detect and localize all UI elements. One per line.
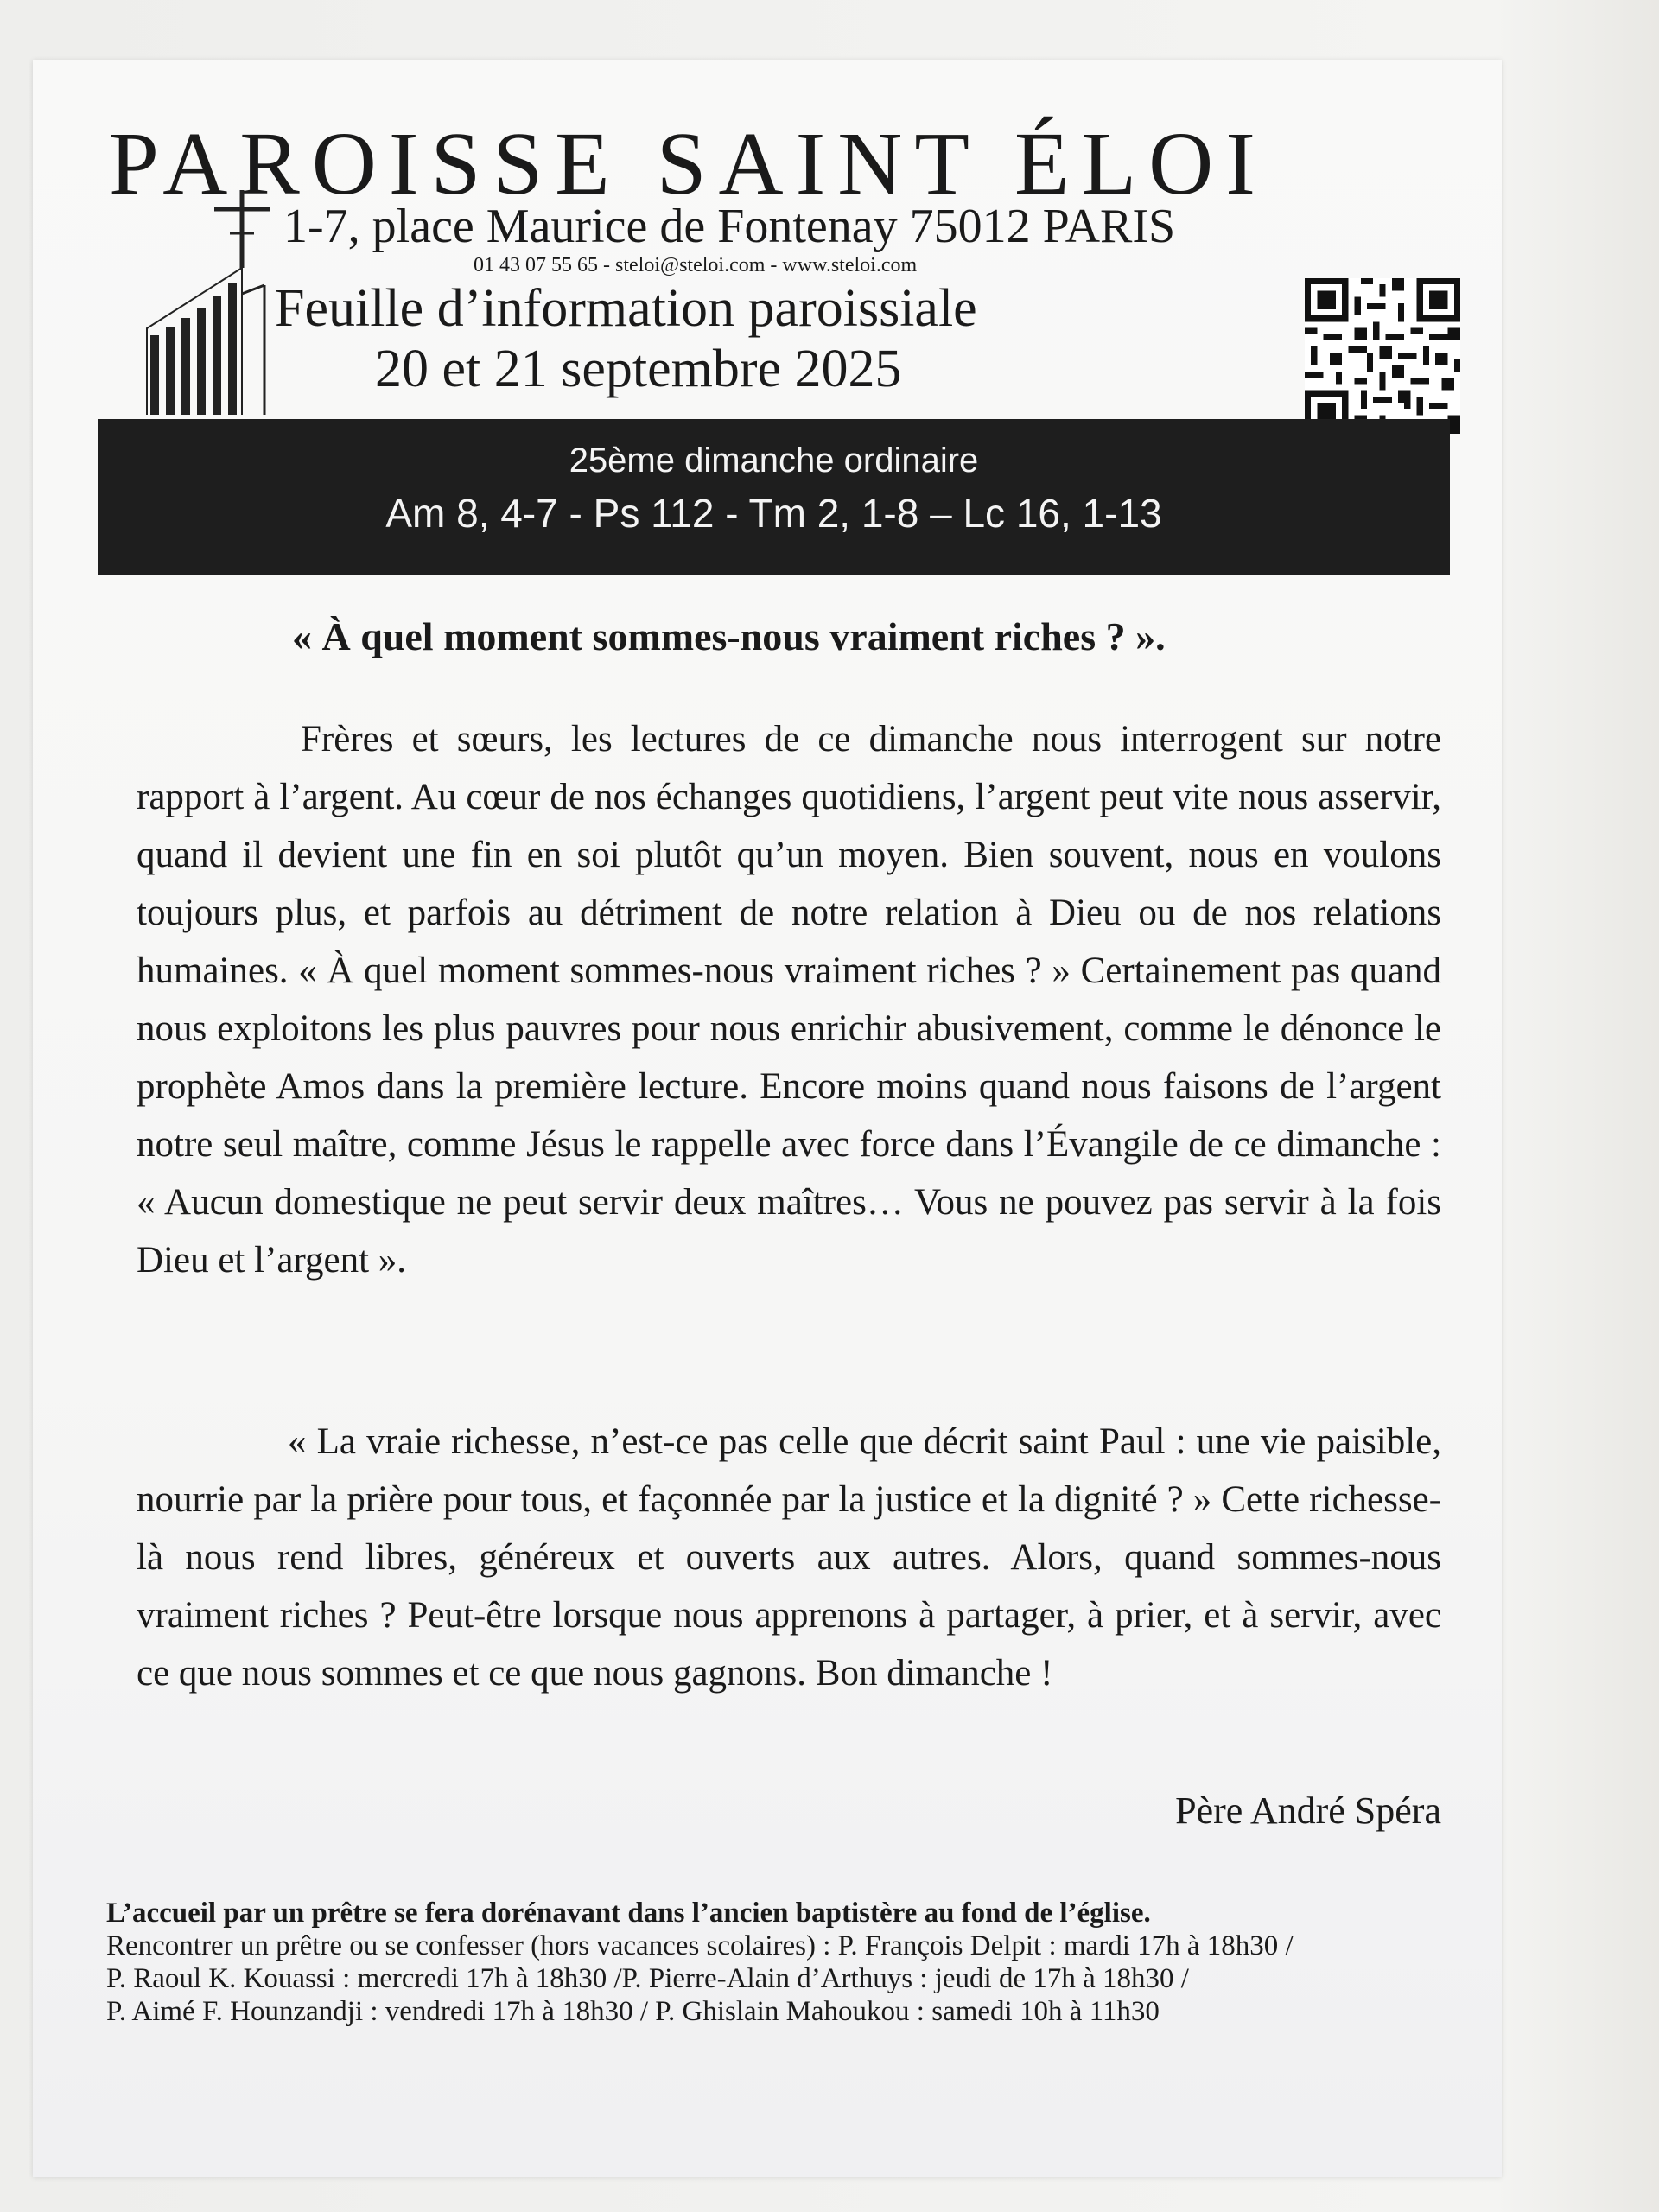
notice-bold-line: L’accueil par un prêtre se fera dorénavant dans l’ancien baptistère au fond de l’église.: [106, 1897, 1151, 1929]
confession-notice: [106, 1897, 1471, 2028]
notice-line-2: P. Raoul K. Kouassi : mercredi 17h à 18h30 /P. Pierre-Alain d’Arthuys : jeudi de 17h à 18h30 /: [106, 1963, 1189, 1994]
notice-line-3: P. Aimé F. Hounzandji : vendredi 17h à 18h30 / P. Ghislain Mahoukou : samedi 10h à 11h30: [106, 1996, 1160, 2027]
parish-address: 1-7, place Maurice de Fontenay 75012 PARIS: [283, 200, 1176, 253]
parish-title: PAROISSE SAINT ÉLOI: [109, 114, 1268, 213]
qr-code-icon[interactable]: [1305, 278, 1460, 434]
document-title: Feuille d’information paroissiale: [275, 279, 977, 338]
bulletin-sheet: [33, 60, 1502, 2177]
editorial-paragraph-2: « La vraie richesse, n’est-ce pas celle que décrit saint Paul : une vie paisible, nourrie par la prière pour tous, et façonnée par la justice et la dignité ? » Cette richesse-là nous rend libres, généreux et ouverts aux autres. Alors, quand sommes-nous vraiment riches ? Peut-être lorsque nous apprenons à partager, à prier, et à servir, avec ce que nous sommes et ce que nous gagnons. Bon dimanche !: [137, 1421, 1441, 1694]
document-date: 20 et 21 septembre 2025: [375, 340, 902, 398]
sunday-name: 25ème dimanche ordinaire: [569, 442, 979, 480]
church-logo-icon: [112, 190, 302, 415]
readings-references: Am 8, 4-7 - Ps 112 - Tm 2, 1-8 – Lc 16, 1-13: [385, 491, 1162, 536]
editorial-headline: « À quel moment sommes-nous vraiment riches ? ».: [292, 614, 1166, 658]
parish-contact: 01 43 07 55 65 - steloi@steloi.com - www.steloi.com: [474, 254, 918, 276]
editorial-paragraph-1: Frères et sœurs, les lectures de ce dimanche nous interrogent sur notre rapport à l’argent. Au cœur de nos échanges quotidiens, l’argent peut vite nous asservir, quand il devient une fin en soi plutôt qu’un moyen. Bien souvent, nous en voulons toujours plus, et parfois au détriment de notre relation à Dieu ou de nos relations humaines. « À quel moment sommes-nous vraiment riches ? » Certainement pas quand nous exploitons les plus pauvres pour nous enrichir abusivement, comme le dénonce le prophète Amos dans la première lecture. Encore moins quand nous faisons de l’argent notre seul maître, comme Jésus le rappelle avec force dans l’Évangile de ce dimanche : « Aucun domestique ne peut servir deux maîtres… Vous ne pouvez pas servir à la fois Dieu et l’argent ».: [137, 719, 1441, 1281]
editorial-signature: Père André Spéra: [1175, 1789, 1441, 1832]
liturgy-banner: [98, 419, 1450, 575]
notice-line-1: Rencontrer un prêtre ou se confesser (hors vacances scolaires) : P. François Delpit : mardi 17h à 18h30 /: [106, 1930, 1294, 1961]
